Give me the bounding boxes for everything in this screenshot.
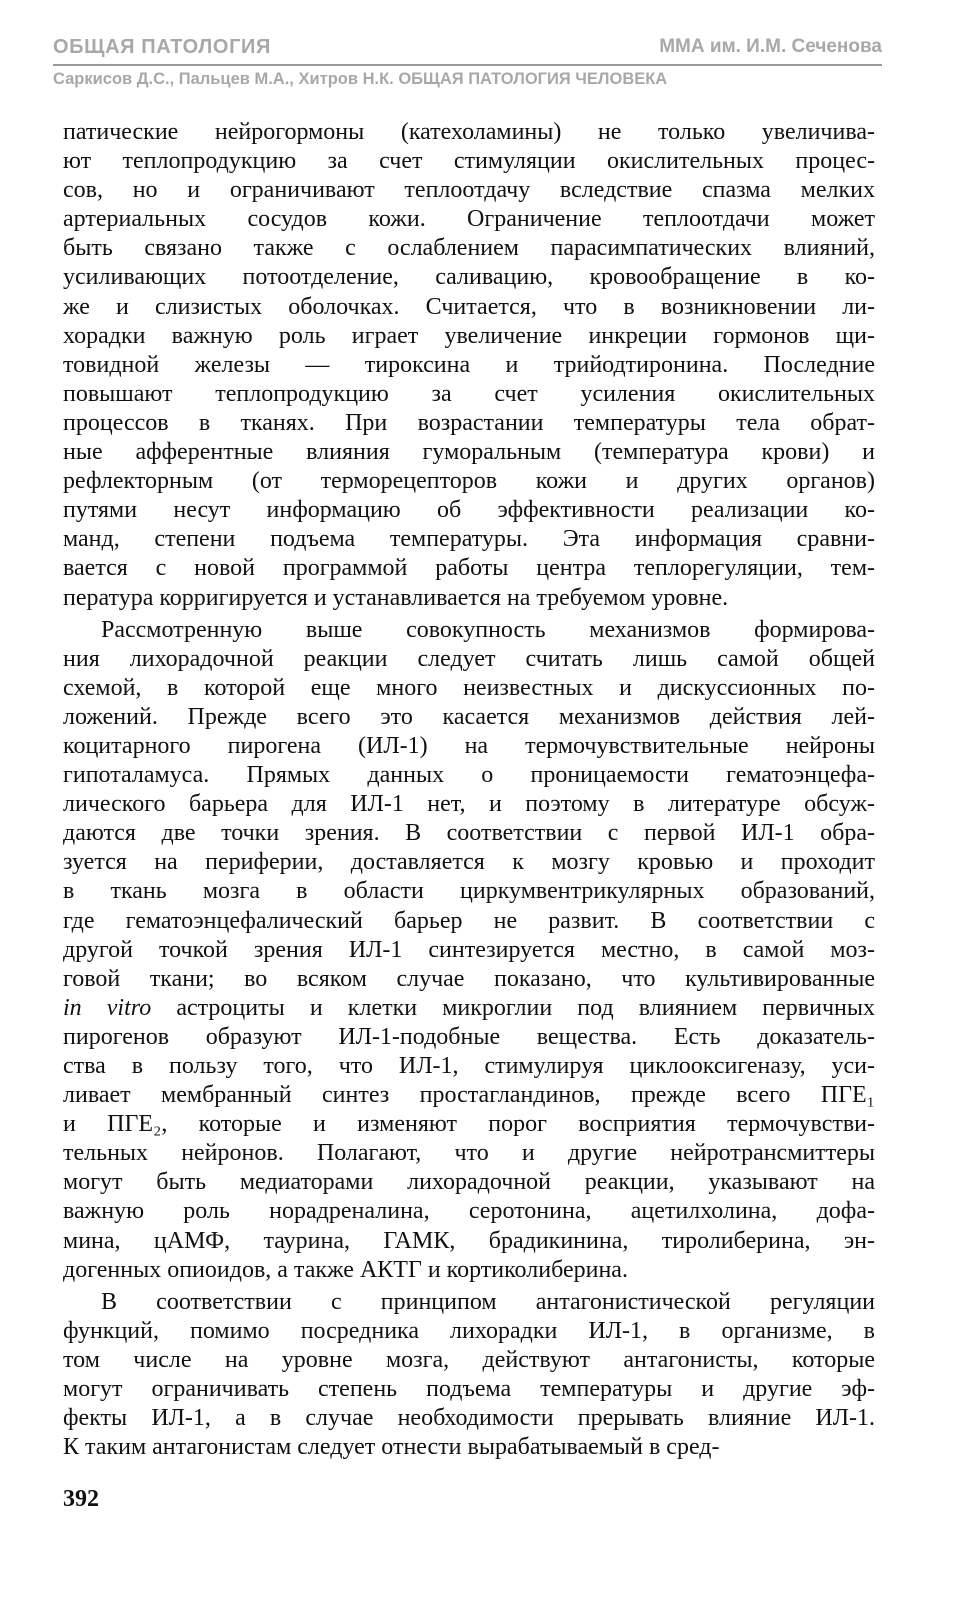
text-line: ют теплопродукцию за счет стимуляции окислительных процес- [63,148,875,175]
paragraph [63,1288,875,1463]
text-line: мина, цАМФ, таурина, ГАМК, брадикинина, тиролиберина, эн- [63,1227,875,1254]
text-line: вается с новой программой работы центра теплорегуляции, тем- [63,555,875,582]
text-line: in vitro астроциты и клетки микроглии под влиянием первичных [63,994,875,1021]
text-line: товидной железы — тироксина и трийодтиронина. Последние [63,351,875,378]
text-line: тельных нейронов. Полагают, что и другие нейротрансмиттеры [63,1140,875,1167]
text-line: функций, помимо посредника лихорадки ИЛ-1, в организме, в [63,1317,875,1344]
text-line: другой точкой зрения ИЛ-1 синтезируется местно, в самой моз- [63,936,875,963]
text-line: же и слизистых оболочках. Считается, что в возникновении ли- [63,293,875,320]
text-line: сов, но и ограничивают теплоотдачу вследствие спазма мелких [63,177,875,204]
text-line: рефлекторным (от терморецепторов кожи и других органов) [63,468,875,495]
header-institution: ММА им. И.М. Сеченова [659,36,882,57]
body-text [63,118,875,1462]
text-line: процессов в тканях. При возрастании температуры тела обрат- [63,409,875,436]
text-line: артериальных сосудов кожи. Ограничение теплоотдачи может [63,206,875,233]
header-section-title: ОБЩАЯ ПАТОЛОГИЯ [53,36,271,58]
text-line: ния лихорадочной реакции следует считать лишь самой общей [63,645,875,672]
paragraph [63,616,875,1285]
text-line: быть связано также с ослаблением парасимпатических влияний, [63,235,875,262]
text-line: К таким антагонистам следует отнести вырабатываемый в сред- [63,1434,720,1461]
text-line: схемой, в которой еще много неизвестных и дискуссионных по- [63,674,875,701]
text-line: могут ограничивать степень подъема температуры и другие эф- [63,1376,875,1403]
text-line: ложений. Прежде всего это касается механизмов действия лей- [63,703,875,730]
text-line: ливает мембранный синтез простагландинов, прежде всего ПГЕ₁ [63,1082,875,1109]
text-line: Рассмотренную выше совокупность механизмов формирова- [101,616,875,643]
text-line: важную роль норадреналина, серотонина, ацетилхолина, дофа- [63,1198,875,1225]
running-header [53,36,882,66]
text-line: повышают теплопродукцию за счет усиления окислительных [63,380,875,407]
text-line: догенных опиоидов, а также АКТГ и кортиколиберина. [63,1256,628,1283]
text-line: хорадки важную роль играет увеличение инкреции гормонов щи- [63,322,875,349]
text-line: могут быть медиаторами лихорадочной реакции, указывают на [63,1169,875,1196]
text-line: ства в пользу того, что ИЛ-1, стимулируя циклооксигеназу, уси- [63,1053,875,1079]
text-line: даются две точки зрения. В соответствии с первой ИЛ-1 обра- [63,820,875,847]
text-line: пирогенов образуют ИЛ-1-подобные вещества. Есть доказатель- [63,1023,875,1050]
text-line: в ткань мозга в области циркумвентрикулярных образований, [63,878,875,905]
text-line: пература корригируется и устанавливается на требуемом уровне. [63,584,729,611]
text-line: говой ткани; во всяком случае показано, что культивированные [63,965,875,992]
text-line: зуется на периферии, доставляется к мозгу кровью и проходит [63,849,875,876]
text-line: гипоталамуса. Прямых данных о проницаемости гематоэнцефа- [63,762,875,789]
text-line: ные афферентные влияния гуморальным (температура крови) и [63,439,875,466]
text-line: путями несут информацию об эффективности реализации ко- [63,497,875,524]
text-line: и ПГЕ₂, которые и изменяют порог восприятия термочувстви- [63,1111,875,1138]
text-line: патические нейрогормоны (катехоламины) не только увеличива- [63,119,875,145]
text-line: том числе на уровне мозга, действуют антагонисты, которые [63,1346,875,1373]
text-line: усиливающих потоотделение, саливацию, кровообращение в ко- [63,264,875,291]
header-book-credit: Саркисов Д.С., Пальцев М.А., Хитров Н.К. ОБЩАЯ ПАТОЛОГИЯ ЧЕЛОВЕКА [53,70,668,88]
text-line: лического барьера для ИЛ-1 нет, и поэтому в литературе обсуж- [63,791,875,818]
text-line: манд, степени подъема температуры. Эта информация сравни- [63,526,875,553]
text-line: где гематоэнцефалический барьер не развит. В соответствии с [63,907,875,934]
text-line: коцитарного пирогена (ИЛ-1) на термочувствительные нейроны [63,732,875,759]
text-line: В соответствии с принципом антагонистической регуляции [101,1288,875,1315]
text-line: фекты ИЛ-1, а в случае необходимости прерывать влияние ИЛ-1. [63,1405,875,1432]
paragraph [63,118,875,613]
page-number: 392 [63,1486,99,1512]
